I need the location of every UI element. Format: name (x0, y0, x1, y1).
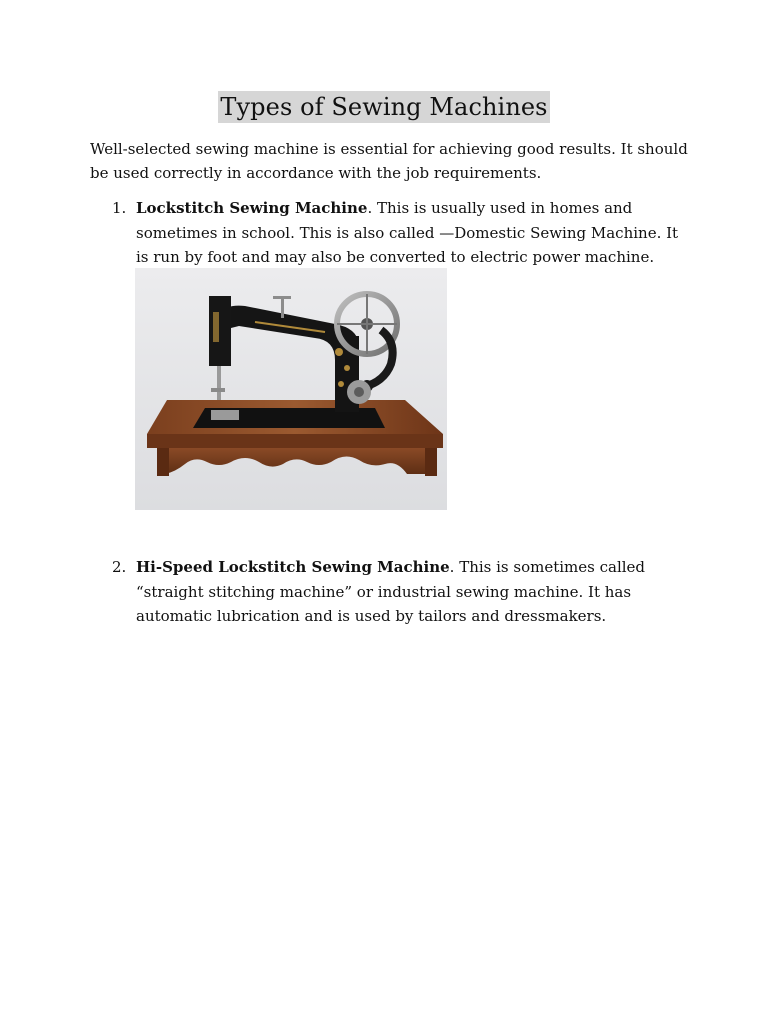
intro-paragraph: Well-selected sewing machine is essential for achieving good results. It should be used correctly in accordance with the job requirements. (90, 140, 688, 182)
title-wrapper (0, 91, 768, 123)
list-item-description: . This is usually used in homes and sometimes in school. This is also called —Domestic Sewing Machine. It is run by foot and may also be converted to electric power machine. (136, 199, 679, 266)
list-item-number: 1. (112, 199, 127, 217)
list-item-term: Hi-Speed Lockstitch Sewing Machine (136, 558, 450, 576)
list-item-term: Lockstitch Sewing Machine (136, 199, 368, 217)
list-item (90, 196, 690, 270)
list-item-number: 2. (112, 558, 127, 576)
page-title: Types of Sewing Machines (220, 93, 548, 121)
list-item (90, 555, 690, 629)
sewing-machine-photo (135, 268, 447, 510)
list-item-body (136, 555, 690, 629)
list-item-description: . This is sometimes called “straight stitching machine” or industrial sewing machine. It has automatic lubrication and is used by tailors and dressmakers. (136, 558, 646, 625)
list-item-body (136, 196, 690, 270)
